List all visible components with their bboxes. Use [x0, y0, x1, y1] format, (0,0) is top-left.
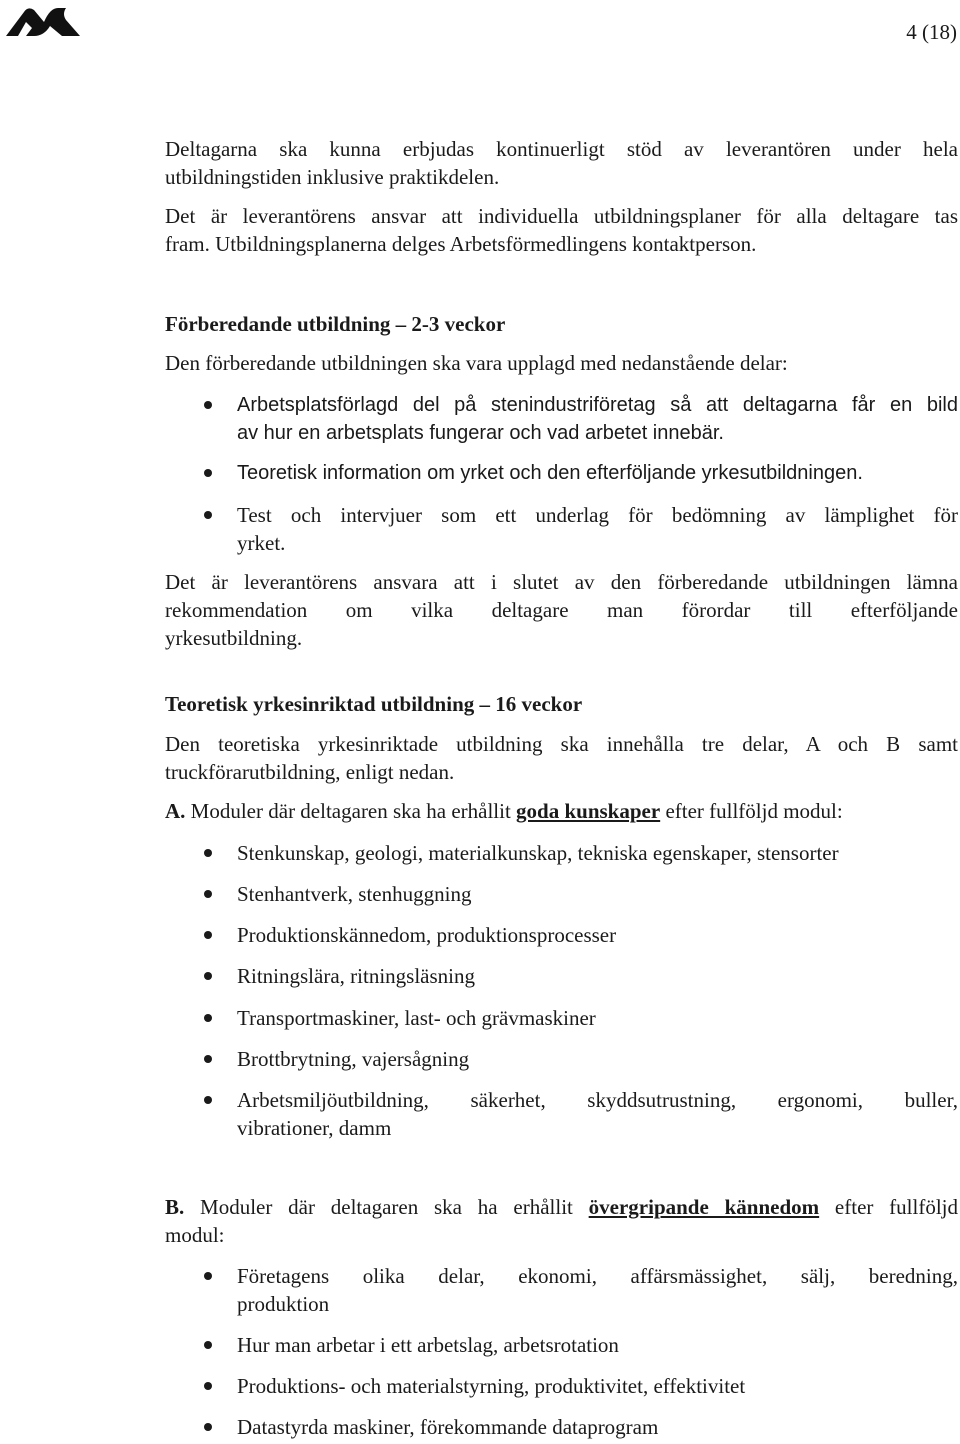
list-item: Produktionskännedom, produktionsprocesser	[237, 923, 617, 947]
bullet-icon	[200, 501, 216, 529]
bullet-icon	[200, 1004, 216, 1032]
bullet-icon	[200, 880, 216, 908]
section2-lead: Den teoretiska yrkesinriktade utbildning ska innehålla tre delar, A och B samt truckförarutbildning, enligt nedan.	[165, 732, 958, 784]
bullet-icon	[200, 1372, 216, 1400]
company-logo	[4, 4, 82, 38]
list-item: Ritningslära, ritningsläsning	[237, 964, 475, 988]
list-item: Teoretisk information om yrket och den efterföljande yrkesutbildningen.	[237, 462, 863, 484]
bullet-icon	[200, 962, 216, 990]
bullet-icon	[200, 459, 216, 487]
list-item: Transportmaskiner, last- och grävmaskiner	[237, 1006, 596, 1030]
bullet-icon	[200, 1331, 216, 1359]
section-heading-preparatory: Förberedande utbildning – 2-3 veckor	[165, 312, 506, 336]
list-item: Stenkunskap, geologi, materialkunskap, tekniska egenskaper, stensorter	[237, 841, 839, 865]
list-item: Stenhantverk, stenhuggning	[237, 882, 472, 906]
bullet-icon	[200, 391, 216, 419]
list-item: Produktions- och materialstyrning, produktivitet, effektivitet	[237, 1374, 746, 1398]
bullet-icon	[200, 1045, 216, 1073]
bullet-icon	[200, 839, 216, 867]
section-heading-theoretical: Teoretisk yrkesinriktad utbildning – 16 veckor	[165, 692, 583, 716]
bullet-icon	[200, 1413, 216, 1441]
section1-closing-paragraph: Det är leverantörens ansvara att i slutet av den förberedande utbildningen lämna rekommendation om vilka deltagare man förordar till efterföljande yrkesutbildning.	[165, 570, 958, 650]
list-item: Arbetsplatsförlagd del på stenindustriföretag så att deltagarna får en bild av hur en arbetsplats fungerar och vad arbetet innebär.	[237, 394, 958, 444]
list-item: Hur man arbetar i ett arbetslag, arbetsrotation	[237, 1333, 619, 1357]
part-b-intro: B. Moduler där deltagaren ska ha erhållit övergripande kännedom efter fullföljd modul:	[165, 1195, 959, 1247]
intro-paragraph-2: Det är leverantörens ansvar att individuella utbildningsplaner för alla deltagare tas fram. Utbildningsplanerna delges Arbetsförmedlingens kontaktperson.	[165, 204, 958, 256]
list-item: Brottbrytning, vajersågning	[237, 1047, 470, 1071]
list-item: Test och intervjuer som ett underlag för bedömning av lämplighet för yrket.	[237, 503, 958, 555]
page-number: 4 (18)	[906, 20, 957, 44]
bullet-icon	[200, 921, 216, 949]
list-item: Arbetsmiljöutbildning, säkerhet, skyddsutrustning, ergonomi, buller, vibrationer, damm	[237, 1088, 958, 1140]
section1-lead: Den förberedande utbildningen ska vara upplagd med nedanstående delar:	[165, 351, 788, 375]
bullet-icon	[200, 1086, 216, 1114]
intro-paragraph-1: Deltagarna ska kunna erbjudas kontinuerligt stöd av leverantören under hela utbildningstiden inklusive praktikdelen.	[165, 137, 958, 189]
list-item: Datastyrda maskiner, förekommande dataprogram	[237, 1415, 659, 1439]
list-item: Företagens olika delar, ekonomi, affärsmässighet, sälj, beredning, produktion	[237, 1264, 958, 1316]
bullet-icon	[200, 1262, 216, 1290]
part-a-intro: A. Moduler där deltagaren ska ha erhållit goda kunskaper efter fullföljd modul:	[165, 799, 843, 823]
